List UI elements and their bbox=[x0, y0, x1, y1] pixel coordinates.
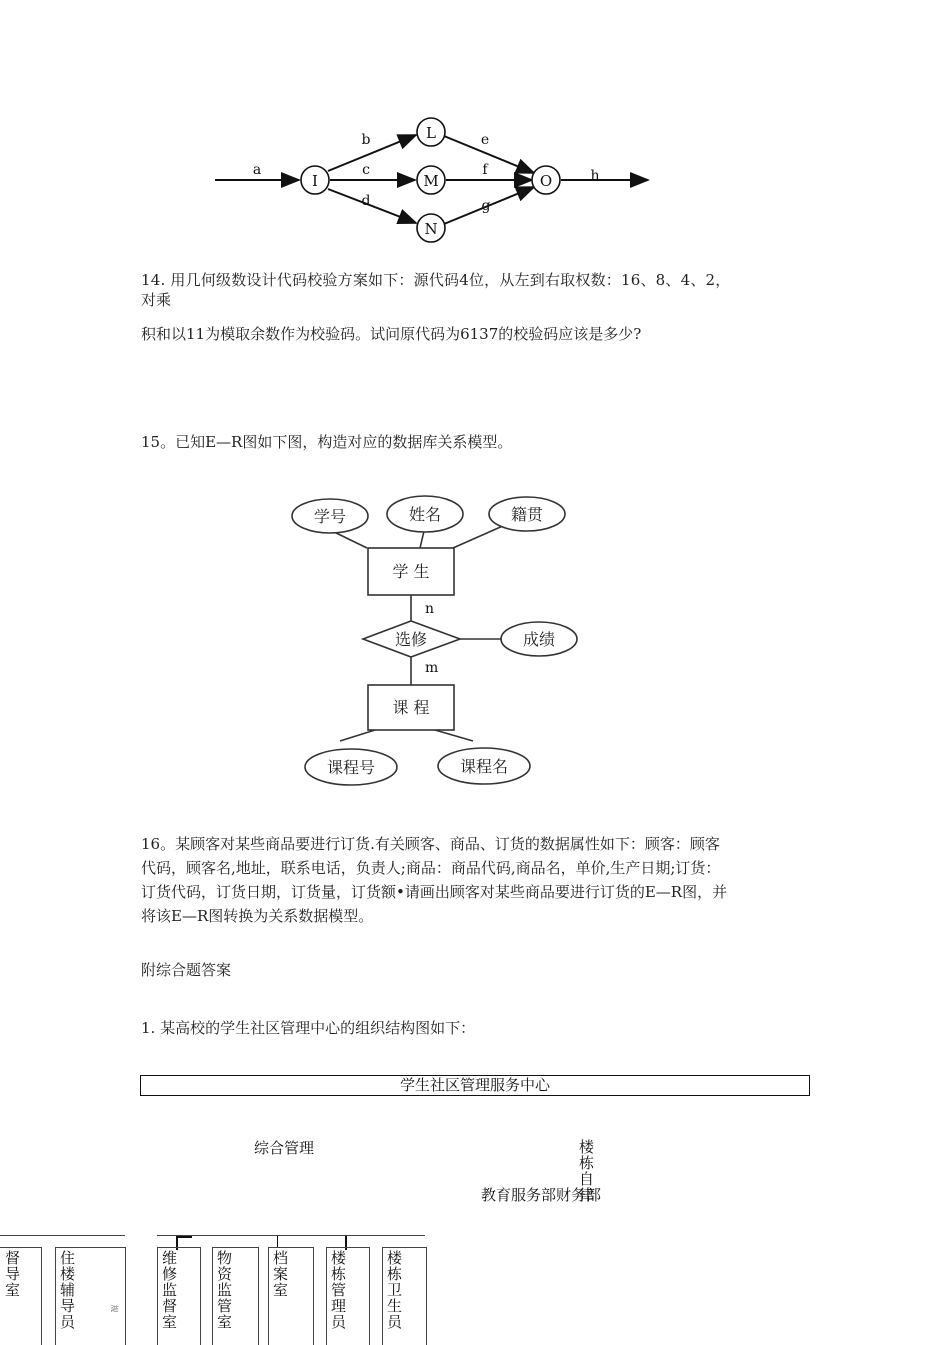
edge-b-label: b bbox=[361, 132, 371, 148]
edge-f-label: f bbox=[482, 162, 488, 178]
org-mid-left: 综合管理 bbox=[254, 1139, 315, 1157]
entity-student-label: 学 生 bbox=[392, 562, 430, 581]
attr-name-label: 姓名 bbox=[408, 505, 442, 524]
node-I-label: I bbox=[312, 172, 318, 190]
org-box-6-label: 楼栋管理员 bbox=[329, 1250, 347, 1330]
question-14 bbox=[141, 268, 821, 346]
question-14-line-3: 积和以11为模取余数作为校验码。试问原代码为6137的校验码应该是多少? bbox=[141, 325, 642, 343]
org-box-7-label: 楼栋卫生员 bbox=[385, 1250, 403, 1330]
edge-a-label: a bbox=[252, 162, 262, 178]
edge-h-label: h bbox=[590, 168, 600, 184]
attr-hometown-label: 籍贯 bbox=[510, 505, 544, 524]
answer-1-intro: 1. 某高校的学生社区管理中心的组织结构图如下： bbox=[141, 1019, 476, 1037]
attr-grade-label: 成绩 bbox=[522, 630, 556, 649]
cardinality-m: m bbox=[425, 660, 439, 676]
org-box-3-label: 维修监督室 bbox=[160, 1250, 178, 1330]
org-small-mark: 规 bbox=[109, 1304, 119, 1313]
question-16-line-1: 16。某顾客对某些商品要进行订货.有关顾客、商品、订货的数据属性如下：顾客：顾客 bbox=[141, 835, 720, 853]
question-16-line-2: 代码，顾客名,地址，联系电话，负责人;商品：商品代码,商品名，单价,生产日期;订货： bbox=[141, 859, 721, 877]
entity-course-label: 课 程 bbox=[392, 698, 430, 717]
question-15: 15。已知E—R图如下图，构造对应的数据库关系模型。 bbox=[141, 433, 513, 451]
question-16 bbox=[141, 832, 821, 928]
attr-student-no-label: 学号 bbox=[313, 507, 347, 526]
node-O-label: O bbox=[539, 172, 553, 190]
question-14-line-2: 对乘 bbox=[141, 291, 172, 309]
attr-course-name-label: 课程名 bbox=[459, 757, 509, 776]
org-mid-center: 教育服务部财务部 bbox=[481, 1186, 602, 1204]
edge-b bbox=[328, 135, 416, 171]
question-14-line-1: 14. 用几何级数设计代码校验方案如下：源代码4位，从左到右取权数：16、8、4、2， bbox=[141, 271, 731, 289]
question-16-line-4: 将该E—R图转换为关系数据模型。 bbox=[141, 907, 374, 925]
org-top-label: 学生社区管理服务中心 bbox=[399, 1076, 550, 1094]
org-box-4-label: 物资监管室 bbox=[215, 1250, 233, 1330]
org-box-1-label: 督导室 bbox=[3, 1250, 21, 1298]
edge-d-label: d bbox=[361, 193, 371, 209]
org-box-5-label: 档案室 bbox=[271, 1250, 289, 1298]
node-L-label: L bbox=[426, 124, 436, 142]
attr-course-no-label: 课程号 bbox=[326, 758, 376, 777]
node-N-label: N bbox=[424, 220, 438, 238]
relation-enroll-label: 选修 bbox=[394, 630, 428, 649]
org-box-2-label: 住楼辅导员 bbox=[58, 1250, 76, 1330]
answers-heading: 附综合题答案 bbox=[141, 961, 232, 979]
node-M-label: M bbox=[423, 172, 439, 190]
cardinality-n: n bbox=[425, 601, 435, 617]
org-rule-right bbox=[157, 1235, 425, 1236]
er-diagram bbox=[285, 485, 595, 790]
flow-diagram bbox=[200, 110, 670, 250]
org-mid-right: 楼栋自律 bbox=[577, 1139, 595, 1203]
question-16-line-3: 订货代码，订货日期，订货量，订货额•请画出顾客对某些商品要进行订货的E—R图，并 bbox=[141, 883, 728, 901]
org-rule-left bbox=[0, 1235, 125, 1236]
edge-c-label: c bbox=[362, 162, 370, 178]
edge-e-label: e bbox=[480, 132, 490, 148]
edge-g-label: g bbox=[481, 198, 491, 214]
edge-d bbox=[328, 189, 416, 223]
